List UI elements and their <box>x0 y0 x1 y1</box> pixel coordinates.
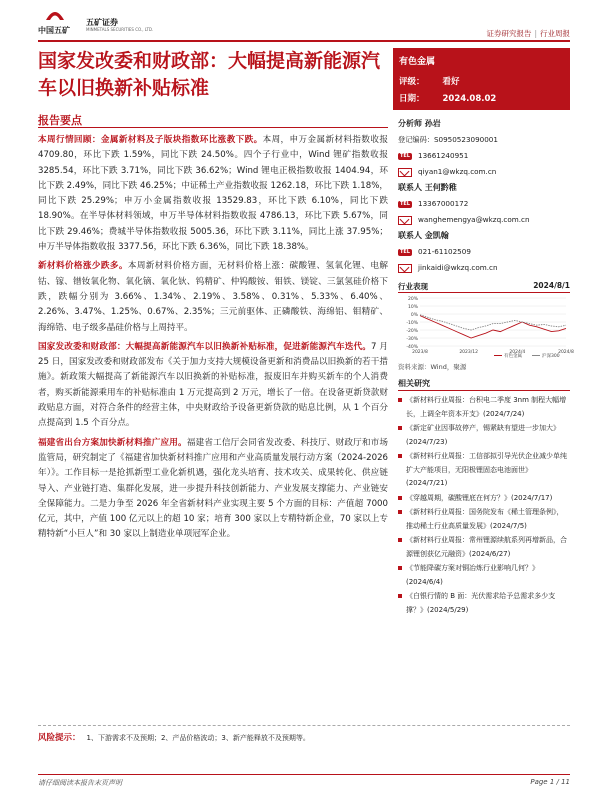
phone-icon: TEL <box>399 152 410 159</box>
contact-1-phone: 13367000172 <box>418 199 469 208</box>
risk-text: 1、下游需求不及预期；2、产品价格波动；3、新产能释放不及预期等。 <box>86 734 310 742</box>
related-research-item[interactable]: 《新材料行业周报：常州锂源续航系列再增新品，合源锂创获亿元融资》(2024/6/27) <box>398 534 570 561</box>
paragraph-highlight: 本周行情回顾：金属新材料及子版块指数环比涨教下跌。 <box>38 135 263 145</box>
rating-label: 评级： <box>399 77 425 87</box>
contact-2-name: 联系人 金凯翰 <box>398 231 449 240</box>
related-divider <box>398 390 570 391</box>
analyst-phone-row <box>398 148 570 164</box>
chart-series-line-1 <box>420 315 566 330</box>
paragraph-highlight: 福建省出台方案加快新材料推广应用。 <box>38 437 187 448</box>
footer-disclaimer: 请仔细阅读本报告末页声明 <box>38 779 122 787</box>
paragraph-ev-subsidy <box>38 340 388 432</box>
chart-x-tick-label: 2024/8 <box>558 350 574 355</box>
email-icon <box>398 264 412 273</box>
contact-1-email-row <box>398 212 570 228</box>
footer-divider <box>38 774 570 775</box>
paragraph-text: 本周，申万金属新材料指数收报 4709.80，环比下跌 1.59%，同比下跌 24.50%。四个子行业中，Wind 锂矿指数收报 3285.54，环比下跌 3.71%，同比下跌 36.62%；Wind 锂电正极指数收报 1404.94，环比下跌 2.49%，同比下跌 46.25%；中证稀土产业指数收报 1262.18，环比下跌 1.18%，同比下跌 25.29%；申万小金属指数收报 13529.83，环比下跌 6.10%，同比下跌 18.90%。在半导体材料领域，申万半导体材料指数收报 4786.13，环比下跌 5.67%，同比下跌 29.46%；费城半导体指数收报 5005.36，环比下跌 3.11%，同比上涨 37.95%；申万半导体指数收报 3377.56，环比下跌 6.36%，同比下跌 18.38%。 <box>38 135 388 253</box>
chart-legend-label: 有色金属 <box>504 354 522 359</box>
analyst-registration: 登记编码：S0950523090001 <box>398 135 498 144</box>
chart-source: 资料来源：Wind，聚源 <box>398 363 467 371</box>
phone-icon: TEL <box>399 200 410 207</box>
header-separator: | <box>534 29 537 38</box>
contact-1-phone-row <box>398 196 570 212</box>
analyst-phone: 13661240951 <box>418 151 469 160</box>
section-divider <box>38 127 388 128</box>
phone-icon: TEL <box>399 248 410 255</box>
chart-x-tick-label: 2023/8 <box>412 350 428 355</box>
paragraph-text: 福建省工信厅会同省发改委、科技厅、财政厅和市场监管局，研究制定了《福建省加快新材料推广应用和产业高质量发展行动方案（2024-2026 年）》。工作目标一是抢抓新型工业化新机遇，强化龙头培育、技术攻关、成果转化、供应链导入、产业链打造、集群化发展，进一步提升科技创新能力、产业发展支撑能力、产业链安全保障能力。二是力争至 2026 年全省新材料产业实现主要 5 个方面的目标：产值超 7000 亿元，其中，产值 100 亿元以上的超 10 家；培育 300 家以上专精特新企业，70 家以上专精特新“小巨人”和 30 家以上制造业单项冠军企业。 <box>38 437 388 540</box>
paragraph-highlight: 新材料价格涨少跌多。 <box>38 261 128 272</box>
section-title: 报告要点 <box>38 114 82 127</box>
analyst-name: 分析师 孙岩 <box>398 119 441 128</box>
chart-series-line-0 <box>420 316 566 338</box>
contact-2-phone: 021-61102509 <box>418 247 471 256</box>
footer-page-number: Page 1 / 11 <box>530 778 570 786</box>
date-row <box>399 92 496 104</box>
rating-box <box>393 48 570 110</box>
risk-label: 风险提示： <box>38 733 81 743</box>
rating-row <box>399 75 460 87</box>
date-value: 2024.08.02 <box>442 94 497 104</box>
chart-y-tick-label: -40% <box>406 345 418 350</box>
report-body <box>38 133 388 547</box>
chart-title: 行业表现 <box>398 282 428 291</box>
chart-date: 2024/8/1 <box>533 281 570 290</box>
chart-y-tick-label: -20% <box>406 329 418 334</box>
related-research-title: 相关研究 <box>398 379 430 388</box>
related-research-item[interactable]: 《节能降碳方案对铜冶炼行业影响几何？》(2024/6/4) <box>398 562 570 589</box>
chart-y-tick-label: -10% <box>406 321 418 326</box>
chart-y-tick-label: -30% <box>406 337 418 342</box>
related-research-item[interactable]: 《新定矿业因事故停产，锡紧缺有望进一步加大》(2024/7/23) <box>398 422 570 449</box>
contact-1-email[interactable]: wanghemengya@wkzq.com.cn <box>418 215 530 224</box>
paragraph-text: 本周新材料价格方面，无材料价格上涨：碳酸锂、氢氧化锂、电解钴、镓、镨钕氧化物、氧化镝、氧化钬、钨精矿、仲钨酸铵、钼铁、镁锭、三氯氢硅价格下跌，跌幅分别为 3.66%、1.34%、2.19%、3.58%、0.31%、5.33%、6.40%、2.26%、3.47%、1.25%、0.67%、2.35%；三元前驱体、正磷酸铁、海绵铝、钼精矿、海绵锆、电子级多晶硅价格与上周持平。 <box>38 261 388 333</box>
paragraph-fujian <box>38 436 388 543</box>
chart-header <box>398 281 570 292</box>
company-logo <box>38 6 158 36</box>
contact-1-name: 联系人 王何黔稚 <box>398 183 457 192</box>
related-research-item[interactable]: 《穿越周期，碳酸锂底在何方？》(2024/7/17) <box>398 492 570 506</box>
header-tags <box>486 28 570 39</box>
logo-securities-name: 五矿证券 <box>86 18 118 27</box>
contact-2-phone-row <box>398 244 570 260</box>
industry-performance-chart <box>398 294 574 360</box>
contact-2-email[interactable]: jinkaidi@wkzq.com.cn <box>418 263 498 272</box>
related-research-list <box>398 394 570 618</box>
chart-y-tick-label: 10% <box>407 305 418 310</box>
paragraph-prices <box>38 259 388 335</box>
industry-name: 有色金属 <box>399 57 436 67</box>
chart-legend-label: 沪深300 <box>542 354 560 359</box>
related-research-item[interactable]: 《白银行情的 B 面：光伏需求给予总需求多少支撑？》(2024/5/29) <box>398 590 570 617</box>
email-icon <box>398 168 412 177</box>
related-research-item[interactable]: 《新材料行业周报：国务院发布《稀土管理条例》，推动稀土行业高质量发展》(2024/7/5) <box>398 506 570 533</box>
chart-y-tick-label: 20% <box>407 297 418 302</box>
header-tag-weekly: 行业周报 <box>540 29 570 38</box>
chart-divider <box>398 292 570 293</box>
top-divider <box>38 40 570 42</box>
chart-y-tick-label: 0% <box>410 313 418 318</box>
logo-company-name: 中国五矿 <box>38 26 70 35</box>
chart-x-tick-label: 2024/4 <box>509 350 526 355</box>
logo-english-name: MINMETALS SECURITIES CO., LTD. <box>86 27 154 32</box>
risk-divider <box>38 725 570 726</box>
rating-value: 看好 <box>442 77 460 87</box>
date-label: 日期： <box>399 94 425 104</box>
analyst-email[interactable]: qiyan1@wkzq.com.cn <box>418 167 497 176</box>
header-tag-report: 证券研究报告 <box>486 29 532 38</box>
paragraph-market-review <box>38 133 388 255</box>
paragraph-highlight: 国家发改委和财政部：大幅提高新能源汽车以旧换新补贴标准，促进新能源汽车迭代。 <box>38 341 372 352</box>
paragraph-text: 7 月 25 日，国家发改委和财政部发布《关于加力支持大规模设备更新和消费品以旧换新的若干措施》。新政策大幅提高了新能源汽车以旧换新的补贴标准，报废旧车并购买新车的个人消费者，购买新能源乘用车的补贴标准由 1 万元提高到 2 万元，增长了一倍。在设备更新贷款财政贴息方面，对符合条件的经营主体，中央财政给予设备更新贷款的贴息比例，从 1 个百分点提高到 1.5 个百分点。 <box>38 341 388 429</box>
contact-2-email-row <box>398 260 570 276</box>
email-icon <box>398 216 412 225</box>
related-research-item[interactable]: 《新材料行业周报：工信部拟引导光伏企业减少单纯扩大产能项目，无阳极锂固态电池面世》(2024/7/21) <box>398 450 570 491</box>
report-title: 国家发改委和财政部：大幅提高新能源汽车以旧换新补贴标准 <box>38 50 381 99</box>
risk-warning <box>38 731 310 743</box>
chart-x-tick-label: 2023/12 <box>459 350 479 355</box>
related-research-item[interactable]: 《新材料行业周报：台积电二季度 3nm 制程大幅增长，上调全年资本开支》(2024/7/24) <box>398 394 570 421</box>
analyst-email-row <box>398 164 570 180</box>
analyst-panel <box>398 116 570 276</box>
minmetals-logo-icon <box>44 6 66 24</box>
